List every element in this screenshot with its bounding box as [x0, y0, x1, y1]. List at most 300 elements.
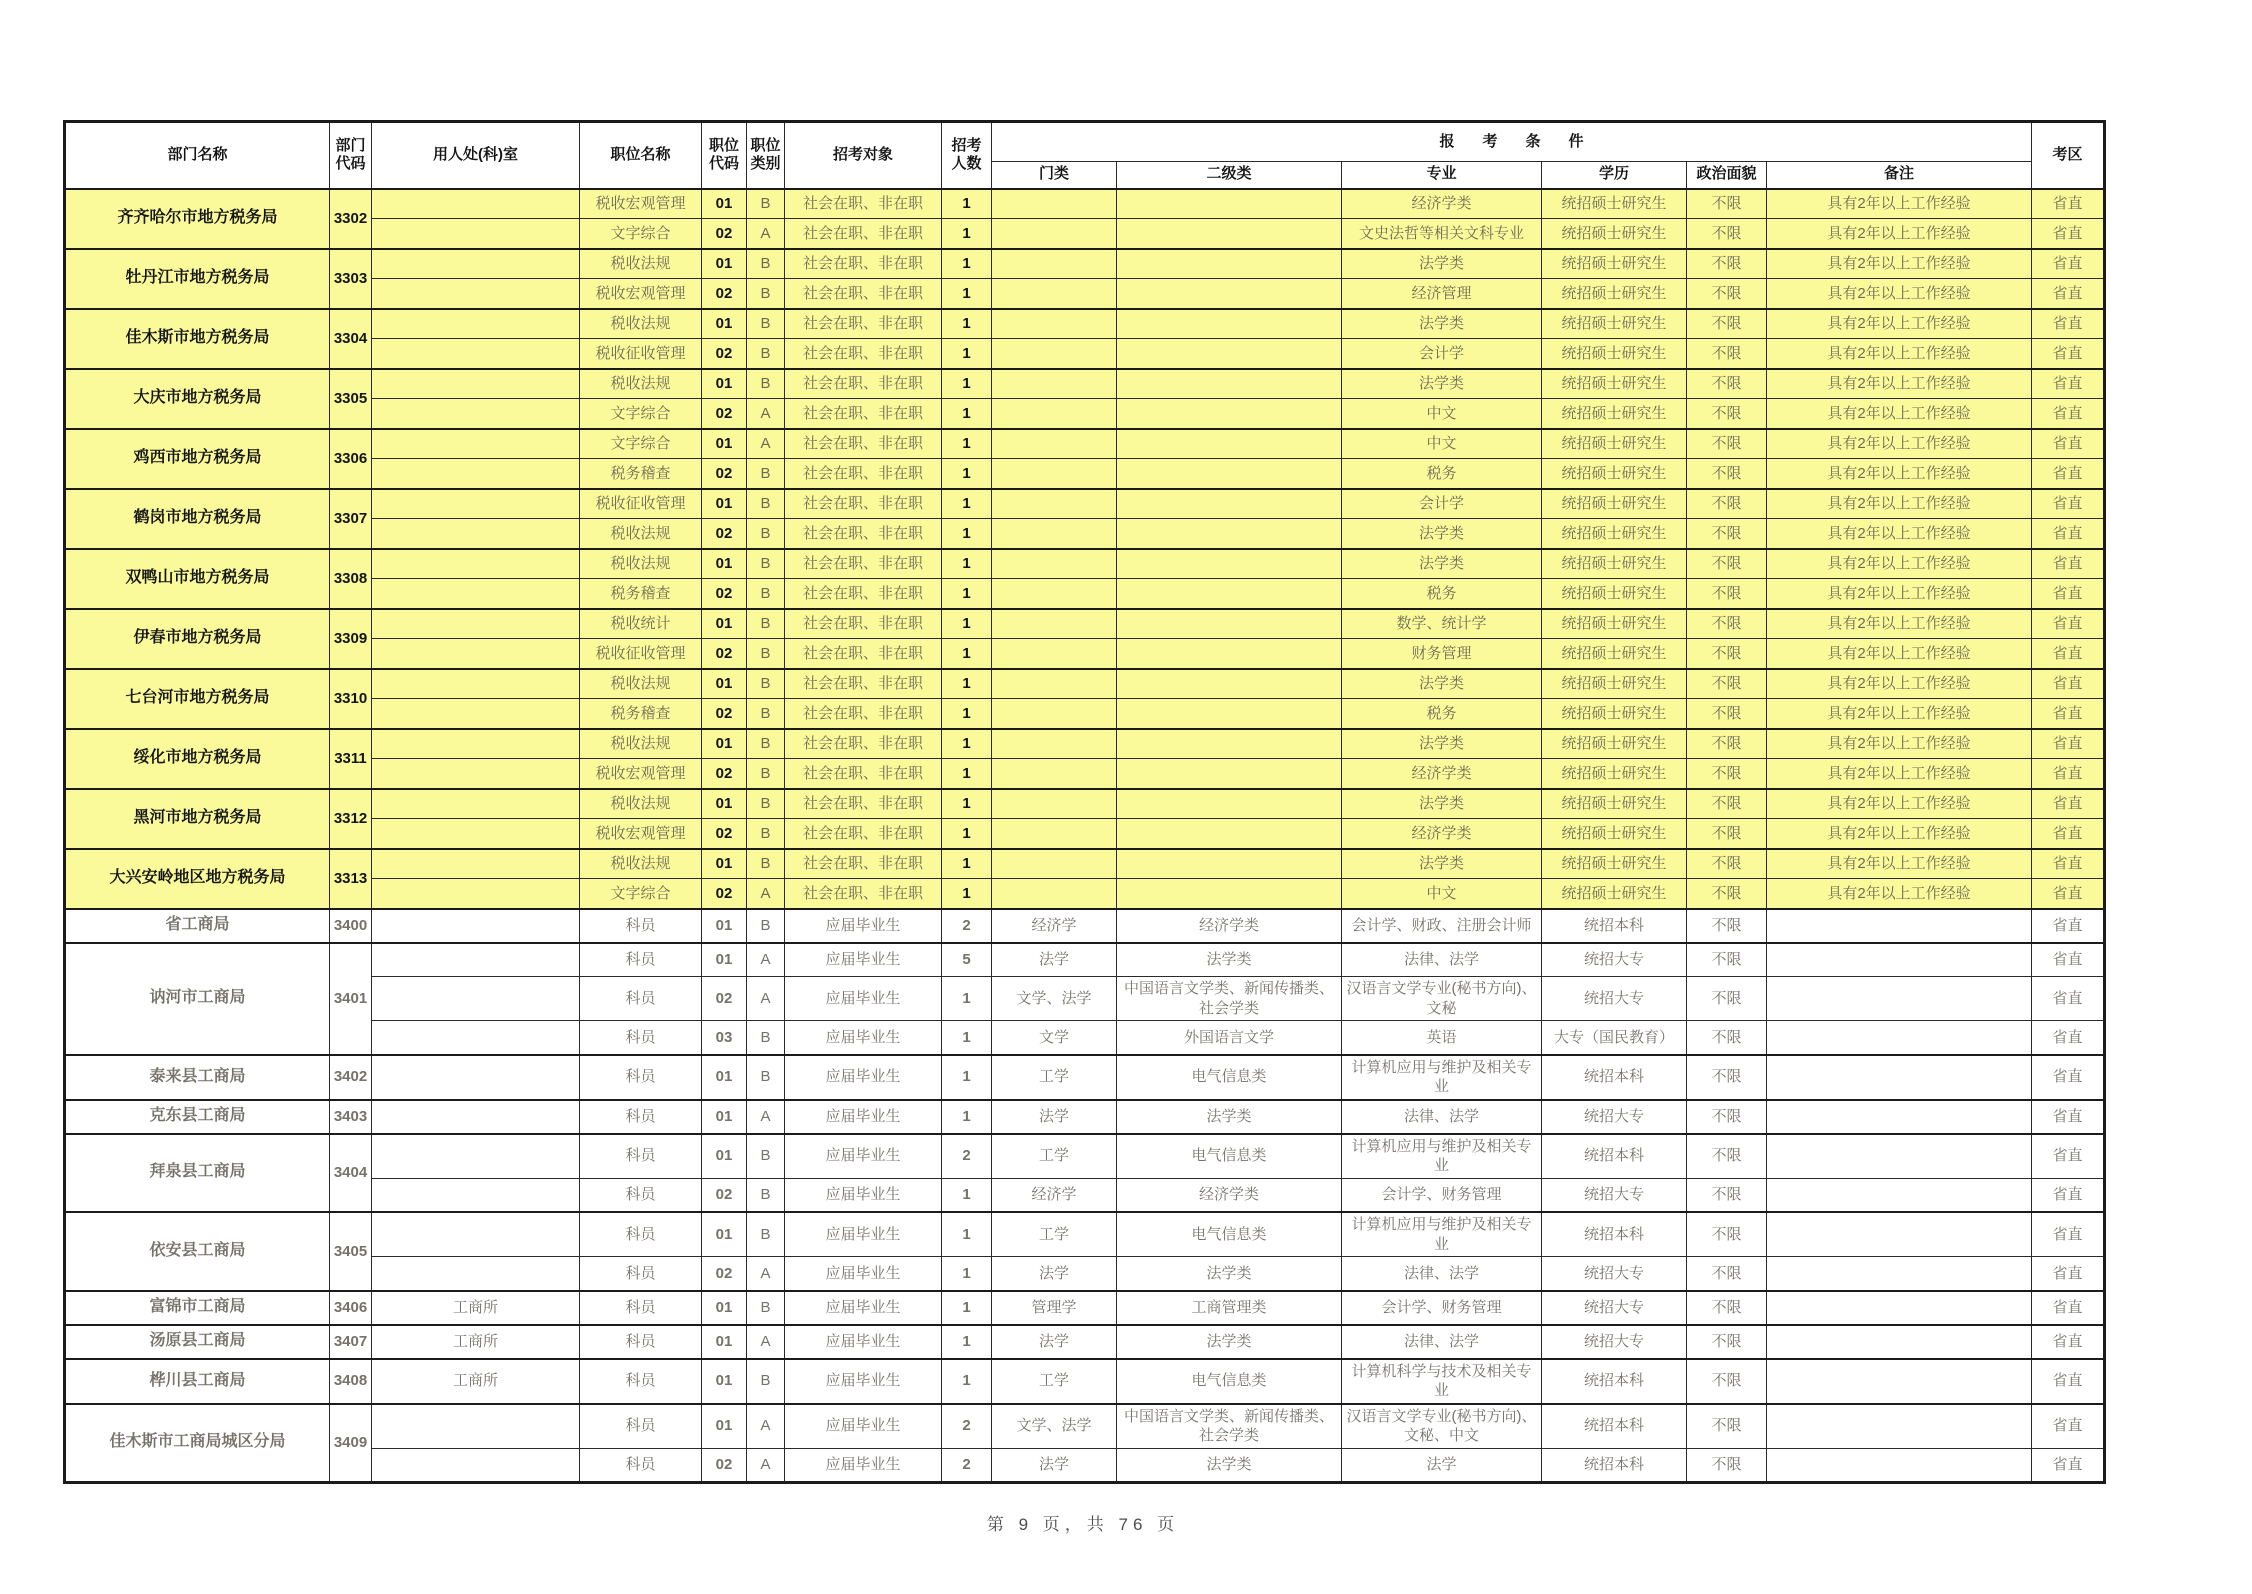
- position-type-cell: B: [747, 669, 785, 699]
- dept-code-cell: 3408: [330, 1359, 372, 1404]
- dept-code-cell: 3312: [330, 789, 372, 849]
- dept-code-cell: 3403: [330, 1100, 372, 1134]
- office-cell: 工商所: [372, 1291, 580, 1325]
- position-code-cell: 01: [702, 943, 747, 977]
- major-cell: 中文: [1342, 399, 1542, 429]
- education-cell: 统招硕士研究生: [1542, 879, 1687, 909]
- count-cell: 1: [942, 309, 992, 339]
- position-code-cell: 01: [702, 669, 747, 699]
- education-cell: 统招硕士研究生: [1542, 339, 1687, 369]
- political-cell: 不限: [1687, 1212, 1767, 1257]
- dept-name-cell: 牡丹江市地方税务局: [65, 249, 330, 309]
- category-cell: [992, 879, 1117, 909]
- office-cell: [372, 1100, 580, 1134]
- remark-cell: [1767, 1100, 2032, 1134]
- subcategory-cell: [1117, 669, 1342, 699]
- political-cell: 不限: [1687, 279, 1767, 309]
- major-cell: 法学类: [1342, 729, 1542, 759]
- dept-name-cell: 富锦市工商局: [65, 1291, 330, 1325]
- dept-code-cell: 3306: [330, 429, 372, 489]
- category-cell: [992, 789, 1117, 819]
- region-cell: 省直: [2032, 943, 2105, 977]
- position-code-cell: 01: [702, 489, 747, 519]
- col-header-category: 门类: [992, 162, 1117, 189]
- category-cell: 文学、法学: [992, 977, 1117, 1021]
- subcategory-cell: 中国语言文学类、新闻传播类、社会学类: [1117, 977, 1342, 1021]
- table-row: [65, 909, 2105, 943]
- count-cell: 1: [942, 1055, 992, 1100]
- political-cell: 不限: [1687, 1291, 1767, 1325]
- education-cell: 统招硕士研究生: [1542, 669, 1687, 699]
- subcategory-cell: [1117, 879, 1342, 909]
- col-header-political: 政治面貌: [1687, 162, 1767, 189]
- position-type-cell: B: [747, 1359, 785, 1404]
- position-name-cell: 文字综合: [580, 399, 702, 429]
- political-cell: 不限: [1687, 1100, 1767, 1134]
- major-cell: 文史法哲等相关文科专业: [1342, 219, 1542, 249]
- remark-cell: 具有2年以上工作经验: [1767, 429, 2032, 459]
- table-row: [65, 1055, 2105, 1100]
- office-cell: [372, 489, 580, 519]
- dept-name-cell: 双鸭山市地方税务局: [65, 549, 330, 609]
- education-cell: 统招本科: [1542, 1404, 1687, 1449]
- position-code-cell: 01: [702, 549, 747, 579]
- position-type-cell: A: [747, 1448, 785, 1482]
- category-cell: 法学: [992, 1100, 1117, 1134]
- region-cell: 省直: [2032, 789, 2105, 819]
- position-type-cell: B: [747, 579, 785, 609]
- remark-cell: [1767, 1359, 2032, 1404]
- subcategory-cell: 外国语言文学: [1117, 1021, 1342, 1055]
- region-cell: 省直: [2032, 459, 2105, 489]
- office-cell: 工商所: [372, 1359, 580, 1404]
- count-cell: 1: [942, 819, 992, 849]
- col-header-target: 招考对象: [785, 122, 942, 189]
- target-cell: 社会在职、非在职: [785, 309, 942, 339]
- target-cell: 社会在职、非在职: [785, 339, 942, 369]
- target-cell: 社会在职、非在职: [785, 729, 942, 759]
- count-cell: 1: [942, 1359, 992, 1404]
- position-type-cell: B: [747, 1134, 785, 1179]
- education-cell: 统招硕士研究生: [1542, 219, 1687, 249]
- education-cell: 统招硕士研究生: [1542, 519, 1687, 549]
- subcategory-cell: 法学类: [1117, 1100, 1342, 1134]
- education-cell: 统招大专: [1542, 1291, 1687, 1325]
- category-cell: 法学: [992, 943, 1117, 977]
- category-cell: [992, 399, 1117, 429]
- position-code-cell: 02: [702, 1178, 747, 1212]
- position-name-cell: 文字综合: [580, 879, 702, 909]
- target-cell: 社会在职、非在职: [785, 429, 942, 459]
- position-name-cell: 税收法规: [580, 669, 702, 699]
- education-cell: 统招硕士研究生: [1542, 459, 1687, 489]
- col-header-office: 用人处(科)室: [372, 122, 580, 189]
- political-cell: 不限: [1687, 219, 1767, 249]
- region-cell: 省直: [2032, 339, 2105, 369]
- position-type-cell: B: [747, 369, 785, 399]
- table-row: [65, 669, 2105, 699]
- remark-cell: 具有2年以上工作经验: [1767, 279, 2032, 309]
- remark-cell: 具有2年以上工作经验: [1767, 549, 2032, 579]
- education-cell: 统招本科: [1542, 1448, 1687, 1482]
- major-cell: 经济管理: [1342, 279, 1542, 309]
- major-cell: 法学类: [1342, 369, 1542, 399]
- major-cell: 法律、法学: [1342, 1100, 1542, 1134]
- position-code-cell: 02: [702, 1448, 747, 1482]
- category-cell: 工学: [992, 1055, 1117, 1100]
- major-cell: 法学类: [1342, 549, 1542, 579]
- dept-code-cell: 3406: [330, 1291, 372, 1325]
- header-row-1: [65, 122, 2105, 162]
- position-type-cell: A: [747, 977, 785, 1021]
- category-cell: 文学、法学: [992, 1404, 1117, 1449]
- subcategory-cell: 电气信息类: [1117, 1055, 1342, 1100]
- region-cell: 省直: [2032, 699, 2105, 729]
- target-cell: 社会在职、非在职: [785, 489, 942, 519]
- category-cell: 法学: [992, 1257, 1117, 1291]
- remark-cell: [1767, 1021, 2032, 1055]
- education-cell: 统招大专: [1542, 943, 1687, 977]
- region-cell: 省直: [2032, 1448, 2105, 1482]
- position-code-cell: 03: [702, 1021, 747, 1055]
- position-type-cell: B: [747, 639, 785, 669]
- education-cell: 统招大专: [1542, 1178, 1687, 1212]
- region-cell: 省直: [2032, 1325, 2105, 1359]
- subcategory-cell: [1117, 189, 1342, 219]
- position-type-cell: A: [747, 399, 785, 429]
- category-cell: [992, 609, 1117, 639]
- table-header: [65, 122, 2105, 189]
- region-cell: 省直: [2032, 279, 2105, 309]
- category-cell: 工学: [992, 1359, 1117, 1404]
- education-cell: 统招本科: [1542, 1134, 1687, 1179]
- table-row: [65, 1325, 2105, 1359]
- major-cell: 经济学类: [1342, 819, 1542, 849]
- subcategory-cell: [1117, 519, 1342, 549]
- table-row: [65, 1134, 2105, 1179]
- count-cell: 5: [942, 943, 992, 977]
- region-cell: 省直: [2032, 189, 2105, 219]
- target-cell: 社会在职、非在职: [785, 369, 942, 399]
- position-name-cell: 税务稽查: [580, 579, 702, 609]
- count-cell: 1: [942, 429, 992, 459]
- major-cell: 中文: [1342, 879, 1542, 909]
- table-row: [65, 489, 2105, 519]
- remark-cell: [1767, 977, 2032, 1021]
- region-cell: 省直: [2032, 309, 2105, 339]
- dept-name-cell: 鸡西市地方税务局: [65, 429, 330, 489]
- position-name-cell: 税收法规: [580, 729, 702, 759]
- region-cell: 省直: [2032, 1404, 2105, 1449]
- category-cell: [992, 669, 1117, 699]
- position-name-cell: 税收法规: [580, 519, 702, 549]
- subcategory-cell: 电气信息类: [1117, 1359, 1342, 1404]
- political-cell: 不限: [1687, 459, 1767, 489]
- remark-cell: 具有2年以上工作经验: [1767, 459, 2032, 489]
- position-type-cell: B: [747, 1055, 785, 1100]
- remark-cell: 具有2年以上工作经验: [1767, 309, 2032, 339]
- remark-cell: [1767, 1257, 2032, 1291]
- position-type-cell: A: [747, 1325, 785, 1359]
- major-cell: 会计学: [1342, 489, 1542, 519]
- position-name-cell: 科员: [580, 1212, 702, 1257]
- target-cell: 社会在职、非在职: [785, 459, 942, 489]
- position-code-cell: 01: [702, 1100, 747, 1134]
- category-cell: [992, 519, 1117, 549]
- dept-name-cell: 鹤岗市地方税务局: [65, 489, 330, 549]
- category-cell: [992, 219, 1117, 249]
- education-cell: 统招本科: [1542, 1212, 1687, 1257]
- education-cell: 统招硕士研究生: [1542, 579, 1687, 609]
- position-code-cell: 02: [702, 759, 747, 789]
- office-cell: [372, 1257, 580, 1291]
- position-type-cell: B: [747, 279, 785, 309]
- position-code-cell: 01: [702, 729, 747, 759]
- political-cell: 不限: [1687, 249, 1767, 279]
- col-header-position-name: 职位名称: [580, 122, 702, 189]
- political-cell: 不限: [1687, 879, 1767, 909]
- office-cell: [372, 279, 580, 309]
- remark-cell: 具有2年以上工作经验: [1767, 399, 2032, 429]
- remark-cell: [1767, 1448, 2032, 1482]
- remark-cell: [1767, 1134, 2032, 1179]
- major-cell: 税务: [1342, 699, 1542, 729]
- position-name-cell: 科员: [580, 977, 702, 1021]
- region-cell: 省直: [2032, 819, 2105, 849]
- subcategory-cell: [1117, 339, 1342, 369]
- target-cell: 应届毕业生: [785, 1055, 942, 1100]
- category-cell: 经济学: [992, 909, 1117, 943]
- office-cell: [372, 977, 580, 1021]
- subcategory-cell: 法学类: [1117, 1325, 1342, 1359]
- target-cell: 应届毕业生: [785, 1257, 942, 1291]
- category-cell: [992, 729, 1117, 759]
- target-cell: 应届毕业生: [785, 1212, 942, 1257]
- political-cell: 不限: [1687, 489, 1767, 519]
- education-cell: 统招硕士研究生: [1542, 369, 1687, 399]
- count-cell: 1: [942, 669, 992, 699]
- office-cell: [372, 1021, 580, 1055]
- dept-code-cell: 3304: [330, 309, 372, 369]
- count-cell: 1: [942, 849, 992, 879]
- political-cell: 不限: [1687, 1325, 1767, 1359]
- target-cell: 社会在职、非在职: [785, 279, 942, 309]
- target-cell: 社会在职、非在职: [785, 579, 942, 609]
- position-name-cell: 税收法规: [580, 849, 702, 879]
- major-cell: 法学类: [1342, 249, 1542, 279]
- position-name-cell: 科员: [580, 909, 702, 943]
- position-code-cell: 02: [702, 219, 747, 249]
- position-code-cell: 02: [702, 519, 747, 549]
- position-type-cell: B: [747, 759, 785, 789]
- position-name-cell: 科员: [580, 1021, 702, 1055]
- political-cell: 不限: [1687, 943, 1767, 977]
- subcategory-cell: 电气信息类: [1117, 1134, 1342, 1179]
- count-cell: 2: [942, 1134, 992, 1179]
- count-cell: 1: [942, 729, 992, 759]
- region-cell: 省直: [2032, 609, 2105, 639]
- position-type-cell: B: [747, 189, 785, 219]
- position-code-cell: 01: [702, 1212, 747, 1257]
- count-cell: 1: [942, 1021, 992, 1055]
- target-cell: 社会在职、非在职: [785, 849, 942, 879]
- education-cell: 大专（国民教育）: [1542, 1021, 1687, 1055]
- table-row: [65, 1291, 2105, 1325]
- remark-cell: [1767, 1404, 2032, 1449]
- position-name-cell: 科员: [580, 1178, 702, 1212]
- office-cell: [372, 1055, 580, 1100]
- col-header-subcategory: 二级类: [1117, 162, 1342, 189]
- major-cell: 法学类: [1342, 519, 1542, 549]
- dept-code-cell: 3302: [330, 189, 372, 249]
- table-row: [65, 1100, 2105, 1134]
- category-cell: [992, 459, 1117, 489]
- count-cell: 1: [942, 1212, 992, 1257]
- dept-name-cell: 佳木斯市地方税务局: [65, 309, 330, 369]
- subcategory-cell: [1117, 579, 1342, 609]
- subcategory-cell: 经济学类: [1117, 1178, 1342, 1212]
- category-cell: [992, 639, 1117, 669]
- major-cell: 数学、统计学: [1342, 609, 1542, 639]
- position-name-cell: 税收法规: [580, 549, 702, 579]
- count-cell: 1: [942, 789, 992, 819]
- count-cell: 1: [942, 399, 992, 429]
- region-cell: 省直: [2032, 1257, 2105, 1291]
- position-code-cell: 01: [702, 429, 747, 459]
- position-code-cell: 01: [702, 609, 747, 639]
- position-type-cell: A: [747, 1257, 785, 1291]
- political-cell: 不限: [1687, 1359, 1767, 1404]
- remark-cell: 具有2年以上工作经验: [1767, 789, 2032, 819]
- education-cell: 统招硕士研究生: [1542, 699, 1687, 729]
- subcategory-cell: [1117, 639, 1342, 669]
- education-cell: 统招硕士研究生: [1542, 729, 1687, 759]
- major-cell: 计算机应用与维护及相关专业: [1342, 1055, 1542, 1100]
- political-cell: 不限: [1687, 1178, 1767, 1212]
- dept-name-cell: 佳木斯市工商局城区分局: [65, 1404, 330, 1483]
- dept-name-cell: 大兴安岭地区地方税务局: [65, 849, 330, 909]
- office-cell: [372, 849, 580, 879]
- dept-name-cell: 绥化市地方税务局: [65, 729, 330, 789]
- political-cell: 不限: [1687, 669, 1767, 699]
- target-cell: 应届毕业生: [785, 1134, 942, 1179]
- region-cell: 省直: [2032, 1055, 2105, 1100]
- office-cell: [372, 639, 580, 669]
- region-cell: 省直: [2032, 1178, 2105, 1212]
- dept-code-cell: 3311: [330, 729, 372, 789]
- position-type-cell: A: [747, 943, 785, 977]
- political-cell: 不限: [1687, 1257, 1767, 1291]
- office-cell: [372, 1212, 580, 1257]
- target-cell: 应届毕业生: [785, 977, 942, 1021]
- subcategory-cell: [1117, 849, 1342, 879]
- position-code-cell: 02: [702, 399, 747, 429]
- page-footer: 第 9 页，共 76 页: [986, 1515, 1180, 1534]
- remark-cell: [1767, 1212, 2032, 1257]
- position-type-cell: A: [747, 1404, 785, 1449]
- region-cell: 省直: [2032, 219, 2105, 249]
- region-cell: 省直: [2032, 519, 2105, 549]
- office-cell: [372, 579, 580, 609]
- education-cell: 统招硕士研究生: [1542, 609, 1687, 639]
- remark-cell: 具有2年以上工作经验: [1767, 879, 2032, 909]
- position-code-cell: 02: [702, 279, 747, 309]
- table-row: [65, 609, 2105, 639]
- dept-code-cell: 3303: [330, 249, 372, 309]
- dept-code-cell: 3309: [330, 609, 372, 669]
- education-cell: 统招本科: [1542, 1055, 1687, 1100]
- education-cell: 统招硕士研究生: [1542, 399, 1687, 429]
- count-cell: 1: [942, 489, 992, 519]
- position-code-cell: 02: [702, 819, 747, 849]
- count-cell: 2: [942, 1448, 992, 1482]
- region-cell: 省直: [2032, 549, 2105, 579]
- category-cell: [992, 489, 1117, 519]
- political-cell: 不限: [1687, 789, 1767, 819]
- target-cell: 应届毕业生: [785, 1291, 942, 1325]
- political-cell: 不限: [1687, 189, 1767, 219]
- position-code-cell: 02: [702, 1257, 747, 1291]
- subcategory-cell: 法学类: [1117, 943, 1342, 977]
- education-cell: 统招大专: [1542, 1325, 1687, 1359]
- major-cell: 法律、法学: [1342, 1257, 1542, 1291]
- position-name-cell: 税收法规: [580, 369, 702, 399]
- political-cell: 不限: [1687, 369, 1767, 399]
- political-cell: 不限: [1687, 699, 1767, 729]
- subcategory-cell: [1117, 249, 1342, 279]
- category-cell: [992, 339, 1117, 369]
- position-name-cell: 科员: [580, 1055, 702, 1100]
- position-name-cell: 科员: [580, 1448, 702, 1482]
- major-cell: 会计学、财务管理: [1342, 1178, 1542, 1212]
- target-cell: 应届毕业生: [785, 1325, 942, 1359]
- office-cell: [372, 399, 580, 429]
- category-cell: [992, 699, 1117, 729]
- region-cell: 省直: [2032, 849, 2105, 879]
- target-cell: 社会在职、非在职: [785, 639, 942, 669]
- position-code-cell: 01: [702, 1291, 747, 1325]
- table-row: [65, 849, 2105, 879]
- political-cell: 不限: [1687, 579, 1767, 609]
- subcategory-cell: [1117, 489, 1342, 519]
- count-cell: 1: [942, 519, 992, 549]
- office-cell: [372, 1404, 580, 1449]
- category-cell: [992, 429, 1117, 459]
- remark-cell: [1767, 1178, 2032, 1212]
- position-code-cell: 02: [702, 339, 747, 369]
- position-name-cell: 税收法规: [580, 249, 702, 279]
- remark-cell: 具有2年以上工作经验: [1767, 579, 2032, 609]
- office-cell: [372, 369, 580, 399]
- region-cell: 省直: [2032, 1291, 2105, 1325]
- dept-code-cell: 3310: [330, 669, 372, 729]
- table-row: [65, 429, 2105, 459]
- office-cell: [372, 943, 580, 977]
- remark-cell: 具有2年以上工作经验: [1767, 189, 2032, 219]
- category-cell: [992, 369, 1117, 399]
- region-cell: 省直: [2032, 729, 2105, 759]
- major-cell: 计算机应用与维护及相关专业: [1342, 1212, 1542, 1257]
- region-cell: 省直: [2032, 399, 2105, 429]
- political-cell: 不限: [1687, 549, 1767, 579]
- region-cell: 省直: [2032, 1212, 2105, 1257]
- position-type-cell: B: [747, 729, 785, 759]
- count-cell: 1: [942, 369, 992, 399]
- count-cell: 1: [942, 759, 992, 789]
- col-header-remark: 备注: [1767, 162, 2032, 189]
- political-cell: 不限: [1687, 1134, 1767, 1179]
- col-header-education: 学历: [1542, 162, 1687, 189]
